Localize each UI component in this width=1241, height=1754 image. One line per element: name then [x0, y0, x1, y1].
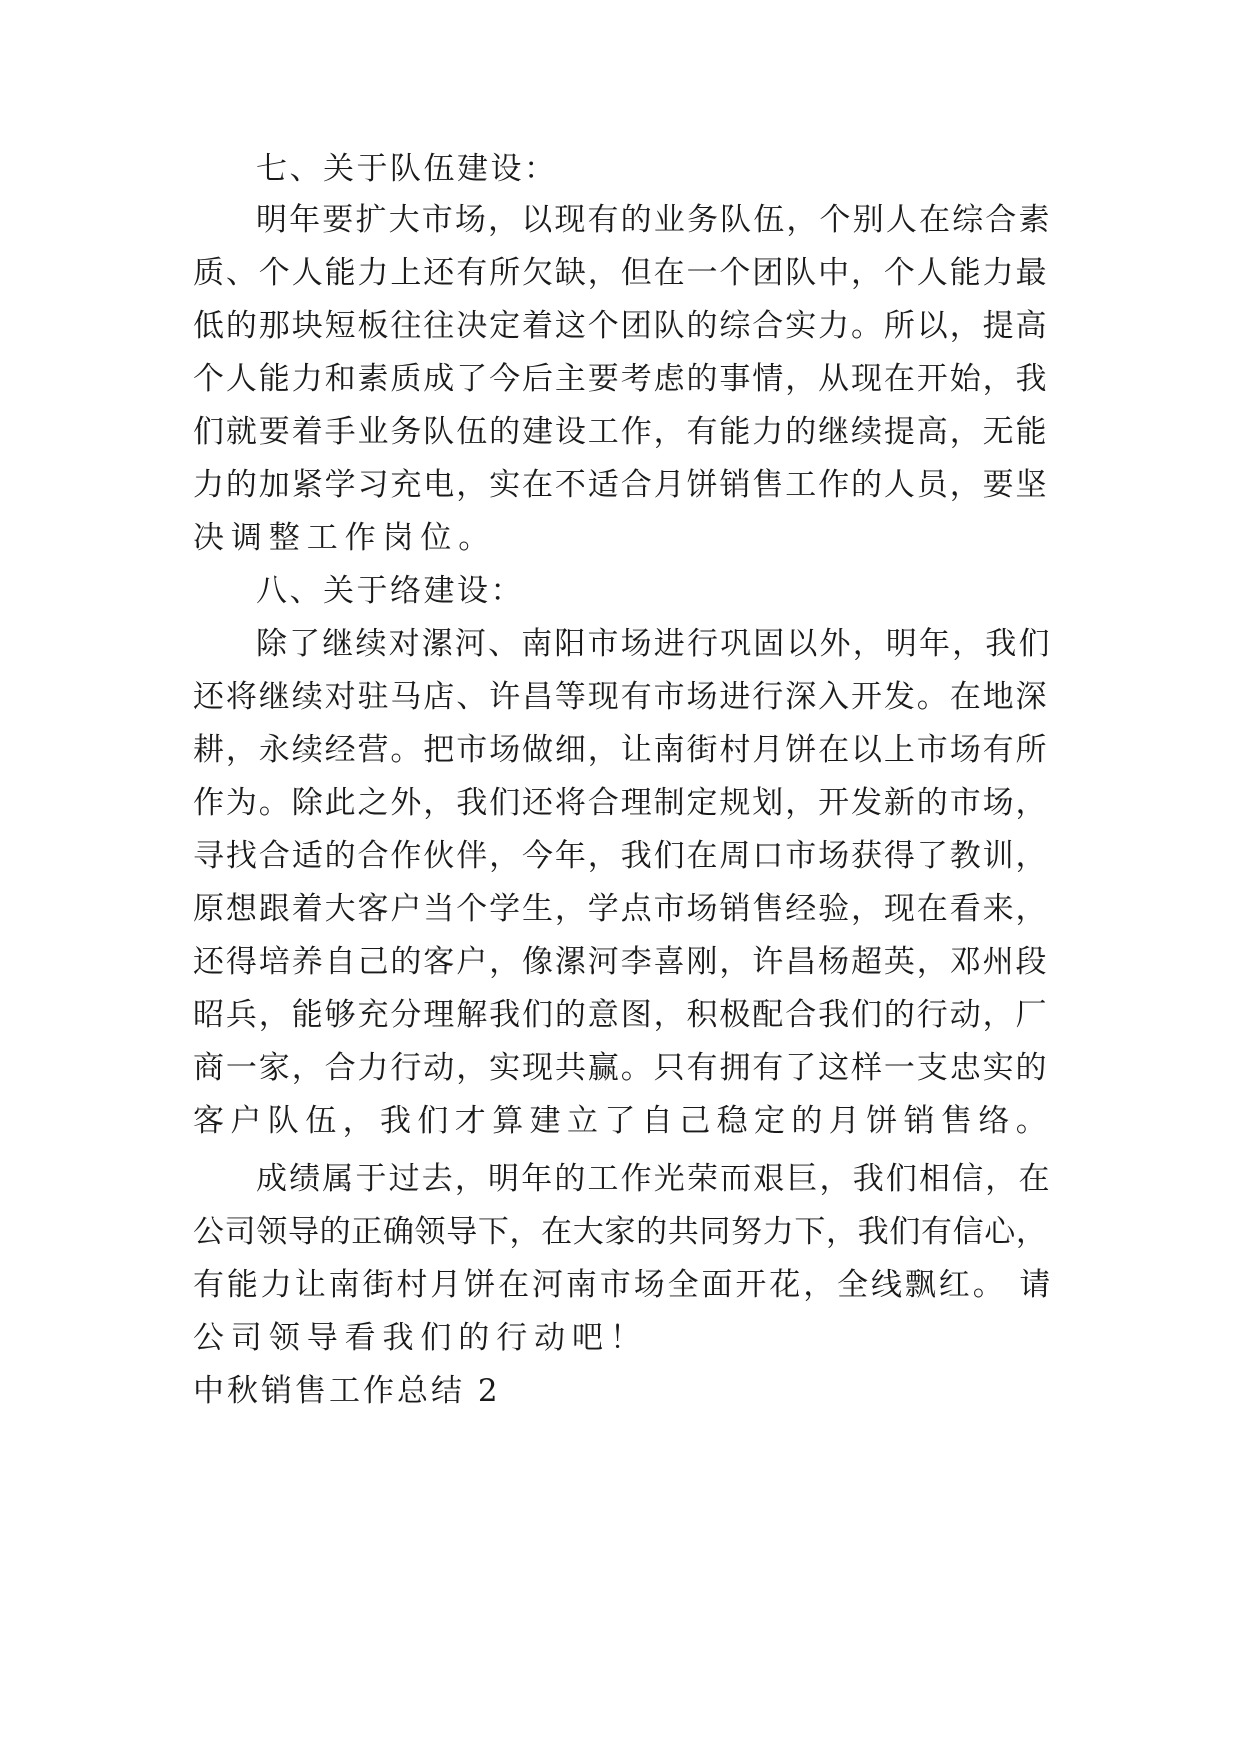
section8-paragraph-line: 作为。除此之外，我们还将合理制定规划，开发新的市场， [193, 785, 1049, 821]
section8-paragraph-line: 耕，永续经营。把市场做细，让南街村月饼在以上市场有所 [193, 732, 1049, 768]
section7-paragraph-line: 们就要着手业务队伍的建设工作，有能力的继续提高，无能 [193, 414, 1049, 450]
section7-paragraph-line: 明年要扩大市场，以现有的业务队伍，个别人在综合素 [256, 202, 1052, 238]
section7-paragraph-line: 质、个人能力上还有所欠缺，但在一个团队中，个人能力最 [193, 255, 1049, 291]
section7-paragraph-line: 力的加紧学习充电，实在不适合月饼销售工作的人员，要坚 [193, 467, 1049, 503]
section8-paragraph-line: 商一家，合力行动，实现共赢。只有拥有了这样一支忠实的 [193, 1050, 1049, 1086]
section7-paragraph-line: 低的那块短板往往决定着这个团队的综合实力。所以，提高 [193, 308, 1049, 344]
closing-paragraph-line: 有能力让南街村月饼在河南市场全面开花，全线飘红。 请 [193, 1267, 1054, 1303]
section7-paragraph-line: 决调整工作岗位。 [193, 520, 497, 556]
section8-paragraph-line: 昭兵，能够充分理解我们的意图，积极配合我们的行动，厂 [193, 997, 1049, 1033]
section7-heading: 七、关于队伍建设： [256, 151, 558, 187]
closing-paragraph-line: 成绩属于过去，明年的工作光荣而艰巨，我们相信，在 [256, 1161, 1052, 1197]
closing-paragraph-line: 公司领导看我们的行动吧！ [193, 1320, 648, 1356]
section7-paragraph-line: 个人能力和素质成了今后主要考虑的事情，从现在开始，我 [193, 361, 1049, 397]
section8-paragraph-line: 还将继续对驻马店、许昌等现有市场进行深入开发。在地深 [193, 679, 1049, 715]
section8-paragraph-line: 客户队伍，我们才算建立了自己稳定的月饼销售络。 [193, 1103, 1054, 1139]
section8-paragraph-line: 还得培养自己的客户，像漯河李喜刚，许昌杨超英，邓州段 [193, 944, 1049, 980]
section8-paragraph-line: 除了继续对漯河、南阳市场进行巩固以外，明年，我们 [256, 626, 1052, 662]
closing-paragraph-line: 公司领导的正确领导下，在大家的共同努力下，我们有信心， [193, 1214, 1048, 1250]
section8-paragraph-line: 寻找合适的合作伙伴，今年，我们在周口市场获得了教训， [193, 838, 1049, 874]
section8-heading: 八、关于络建设： [256, 573, 524, 609]
next-section-title: 中秋销售工作总结 2 [193, 1373, 501, 1409]
section8-paragraph-line: 原想跟着大客户当个学生，学点市场销售经验，现在看来， [193, 891, 1049, 927]
